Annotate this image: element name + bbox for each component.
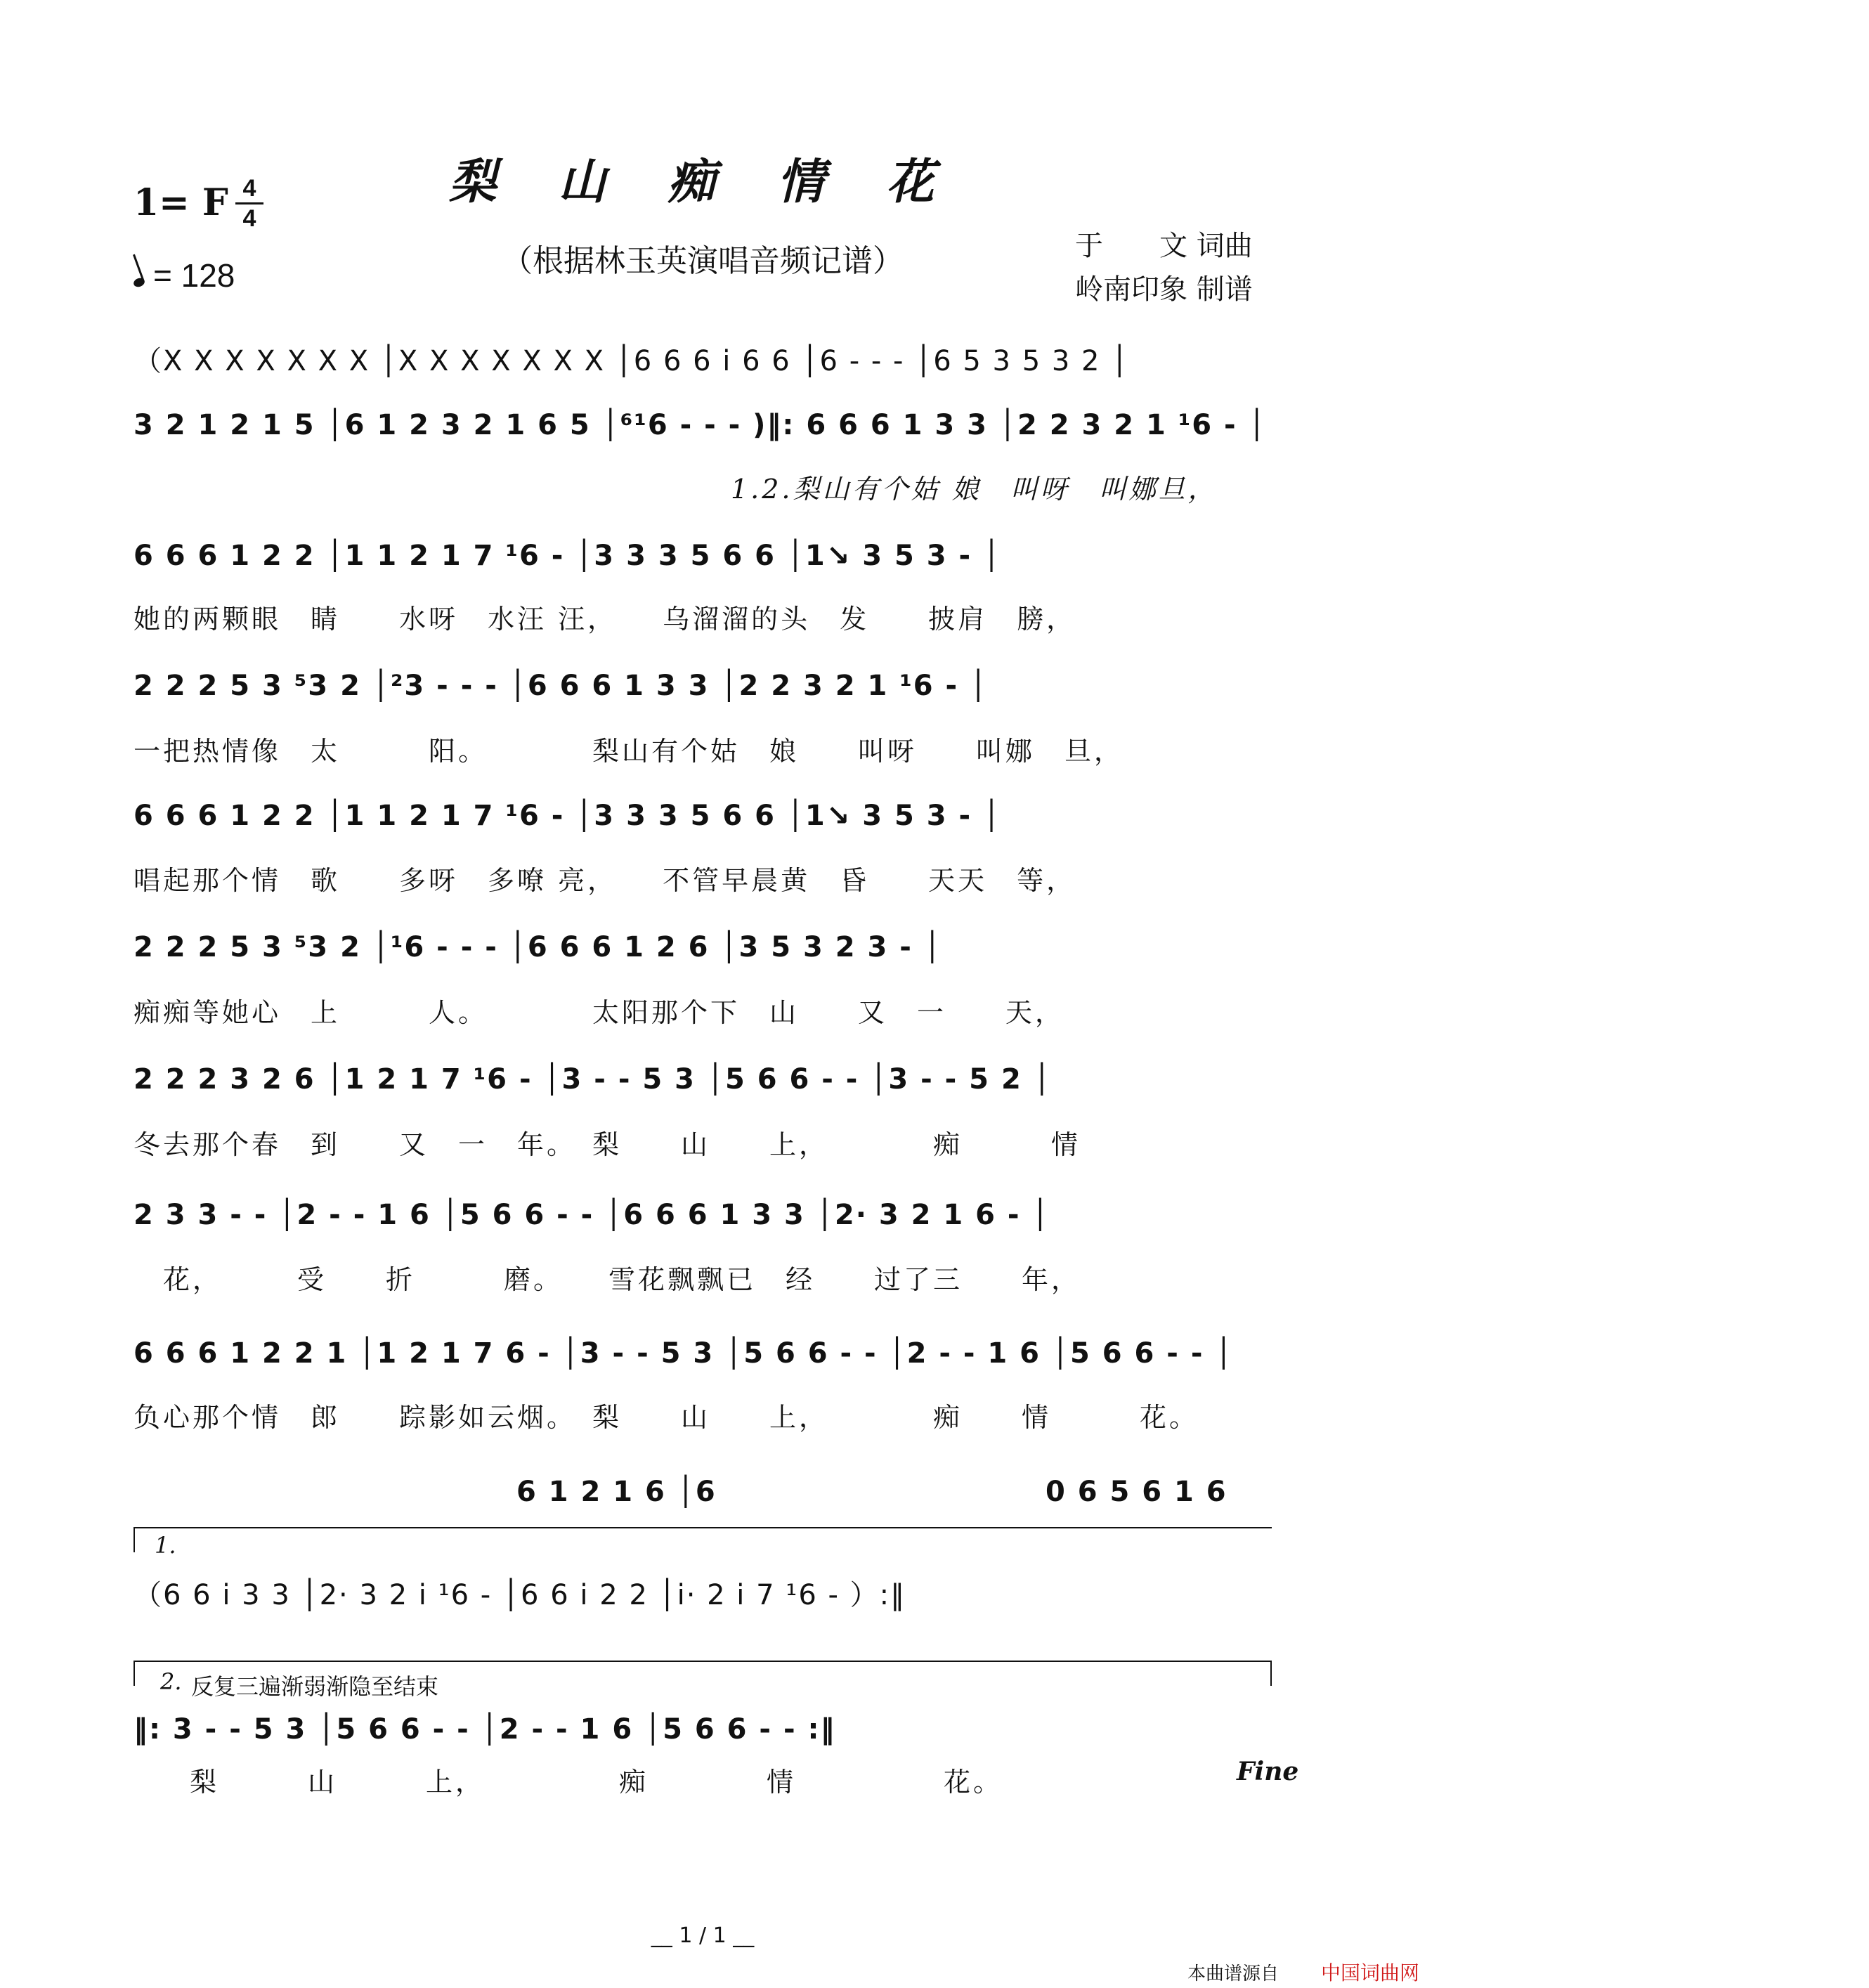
ending-1-label: 1.: [155, 1532, 176, 1559]
time-signature: [235, 176, 263, 231]
variant-notes-right: 0 6 5 6 1 6: [1046, 1476, 1227, 1508]
score-row-8: 2 3 3 - - │2 - - 1 6 │5 6 6 - - │6 6 6 1 3 3 │2· 3 2 1 6 - │: [134, 1199, 1050, 1231]
source-site-link[interactable]: 中国词曲网: [1321, 1962, 1420, 1984]
page-number: __ 1 / 1 __: [651, 1923, 755, 1948]
score-row-9: 6 6 6 1 2 2 1 │1 2 1 7 6 - │3 - - 5 3 │5 6 6 - - │2 - - 1 6 │5 6 6 - - │: [134, 1337, 1234, 1370]
lyrics-row-6: 冬去那个春 到 又 一 年。 梨 山 上， 痴 情: [134, 1129, 1081, 1160]
tempo-marking: [134, 256, 235, 294]
score-row-7: 2 2 2 3 2 6 │1 2 1 7 ¹6 - │3 - - 5 3 │5 6 6 - - │3 - - 5 2 │: [134, 1063, 1052, 1096]
lyrics-row-3: 一把热情像 太 阳。 梨山有个姑 娘 叫呀 叫娜 旦，: [134, 736, 1124, 767]
fine-marking: Fine: [1237, 1757, 1299, 1786]
song-subtitle: （根据林玉英演唱音频记谱）: [502, 243, 904, 279]
time-signature-bottom: 4: [242, 205, 256, 232]
ending-2-notes: ‖: 3 - - 5 3 │5 6 6 - - │2 - - 1 6 │5 6 6 - - :‖: [134, 1713, 836, 1746]
quarter-note-icon: [132, 277, 145, 289]
ending-2-instruction: 反复三遍渐弱渐隐至结束: [191, 1674, 439, 1699]
lyrics-row-4: 唱起那个情 歌 多呀 多嘹 亮， 不管早晨黄 昏 天天 等，: [134, 865, 1076, 896]
score-row-3: 6 6 6 1 2 2 │1 1 2 1 7 ¹6 - │3 3 3 5 6 6 │1↘ 3 5 3 - │: [134, 540, 1002, 572]
time-signature-top: 4: [242, 175, 256, 202]
lyrics-row-2: 她的两颗眼 睛 水呀 水汪 汪， 乌溜溜的头 发 披肩 膀，: [134, 604, 1076, 635]
score-row-4: 2 2 2 5 3 ⁵3 2 │²3 - - - │6 6 6 1 3 3 │2 2 3 2 1 ¹6 - │: [134, 670, 989, 702]
tempo-value: = 128: [153, 257, 235, 294]
score-row-6: 2 2 2 5 3 ⁵3 2 │¹6 - - - │6 6 6 1 2 6 │3 5 3 2 3 - │: [134, 931, 942, 963]
score-row-5: 6 6 6 1 2 2 │1 1 2 1 7 ¹6 - │3 3 3 5 6 6 │1↘ 3 5 3 - │: [134, 800, 1002, 832]
variant-notes-left: 6 1 2 1 6 │6: [516, 1476, 717, 1508]
key-signature: 1= F: [134, 181, 228, 224]
ending-1-notes: （6 6 i 3 3 │2· 3 2 i ¹6 - │6 6 i 2 2 │i· 2 i 7 ¹6 - ）:‖: [134, 1579, 906, 1611]
credit-composer: 于 文 词曲: [1075, 230, 1253, 262]
score-row-2: 3 2 1 2 1 5 │6 1 2 3 2 1 6 5 │⁶¹6 - - - )‖: 6 6 6 1 3 3 │2 2 3 2 1 ¹6 - │: [134, 409, 1267, 441]
score-row-1: （X X X X X X X │X X X X X X X │6 6 6 i 6 6 │6 - - - │6 5 3 5 3 2 │: [134, 345, 1130, 377]
ending-2-lyrics: 梨 山 上， 痴 情 花。: [190, 1767, 1003, 1798]
song-title: 梨 山 痴 情 花: [448, 154, 957, 210]
lyrics-row-1: 1.2.梨山有个姑 娘 叫呀 叫娜旦，: [731, 474, 1218, 505]
lyrics-row-8: 负心那个情 郎 踪影如云烟。 梨 山 上， 痴 情 花。: [134, 1402, 1199, 1433]
lyrics-row-5: 痴痴等她心 上 人。 太阳那个下 山 又 一 天，: [134, 997, 1065, 1028]
lyrics-row-7: 花， 受 折 磨。 雪花飘飘已 经 过了三 年，: [134, 1264, 1081, 1295]
ending-2-label: 2.: [160, 1668, 182, 1695]
credit-arranger: 岭南印象 制谱: [1075, 273, 1253, 306]
source-label: 本曲谱源自: [1187, 1963, 1279, 1984]
